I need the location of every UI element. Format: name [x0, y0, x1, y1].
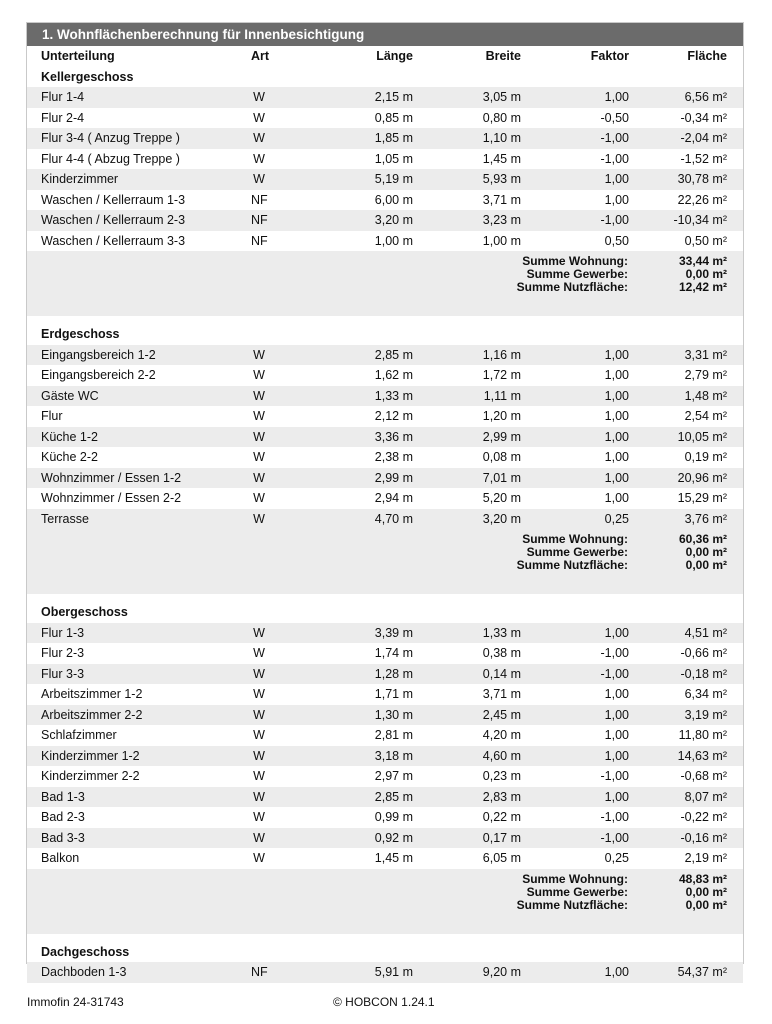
header-unterteilung: Unterteilung — [41, 49, 115, 63]
footer-copyright: © HOBCON 1.24.1 — [333, 995, 435, 1009]
cell-art: W — [253, 110, 265, 125]
cell-art: W — [253, 748, 265, 763]
cell-wid: 0,17 m — [482, 830, 521, 845]
cell-art: W — [253, 511, 265, 526]
section-spacer — [27, 934, 743, 942]
cell-name: Arbeitszimmer 1-2 — [41, 687, 143, 701]
cell-len: 2,38 m — [374, 450, 413, 464]
cell-name: Flur 3-4 ( Anzug Treppe ) — [41, 131, 180, 145]
cell-fac: -1,00 — [600, 131, 629, 145]
table-row — [27, 128, 743, 149]
cell-art: W — [253, 646, 265, 660]
table-row — [27, 848, 743, 869]
cell-len: 2,85 m — [374, 789, 413, 804]
cell-area: -0,68 m² — [680, 769, 727, 783]
cell-area: 15,29 m² — [677, 491, 727, 505]
cell-len: 3,20 m — [374, 213, 413, 227]
section-header — [27, 324, 743, 345]
header-breite: Breite — [485, 49, 521, 63]
cell-area: 6,34 m² — [684, 687, 727, 701]
cell-art: W — [253, 151, 265, 166]
section-summary — [27, 251, 743, 299]
cell-area: -10,34 m² — [673, 213, 727, 227]
table-row — [27, 345, 743, 366]
cell-wid: 1,10 m — [482, 131, 521, 145]
section-gap — [27, 917, 743, 934]
cell-fac: 1,00 — [604, 347, 629, 362]
cell-wid: 1,16 m — [482, 347, 521, 362]
cell-wid: 6,05 m — [482, 851, 521, 865]
cell-len: 2,15 m — [374, 90, 413, 104]
cell-name: Kinderzimmer 1-2 — [41, 748, 140, 763]
cell-len: 6,00 m — [374, 192, 413, 207]
cell-fac: 1,00 — [604, 429, 629, 444]
cell-name: Eingangsbereich 1-2 — [41, 347, 156, 362]
footer-document-id: Immofin 24-31743 — [27, 995, 124, 1009]
cell-name: Arbeitszimmer 2-2 — [41, 707, 143, 722]
cell-wid: 4,20 m — [482, 728, 521, 742]
section-header — [27, 67, 743, 88]
cell-fac: -1,00 — [600, 769, 629, 783]
section-title: Kellergeschoss — [41, 69, 134, 84]
cell-area: 22,26 m² — [677, 192, 727, 207]
cell-name: Küche 1-2 — [41, 429, 98, 444]
summary-label-wohnung: Summe Wohnung: — [522, 254, 628, 268]
cell-fac: 1,00 — [604, 409, 629, 423]
cell-wid: 0,23 m — [482, 769, 521, 783]
cell-len: 5,91 m — [374, 965, 413, 979]
cell-area: 20,96 m² — [677, 470, 727, 485]
cell-fac: 1,00 — [604, 192, 629, 207]
cell-area: 4,51 m² — [684, 625, 727, 640]
cell-art: W — [253, 851, 265, 865]
header-faktor: Faktor — [590, 49, 629, 63]
table-row — [27, 766, 743, 787]
cell-area: 54,37 m² — [677, 965, 727, 979]
cell-fac: 1,00 — [604, 625, 629, 640]
cell-art: W — [253, 789, 265, 804]
cell-len: 3,18 m — [374, 748, 413, 763]
cell-art: W — [253, 491, 265, 505]
sheet-title: 1. Wohnflächenberechnung für Innenbesichtigung — [27, 23, 743, 46]
cell-area: -1,52 m² — [680, 151, 727, 166]
table-row — [27, 643, 743, 664]
cell-area: 0,50 m² — [684, 233, 727, 248]
cell-fac: -1,00 — [600, 666, 629, 681]
cell-len: 1,45 m — [374, 851, 413, 865]
cell-name: Küche 2-2 — [41, 450, 98, 464]
cell-art: W — [253, 429, 265, 444]
cell-art: W — [253, 347, 265, 362]
area-table — [27, 46, 743, 983]
cell-name: Flur — [41, 409, 63, 423]
header-art: Art — [251, 49, 270, 63]
summary-value-nutz: 0,00 m² — [685, 558, 727, 572]
cell-fac: 1,00 — [604, 965, 629, 979]
cell-area: 30,78 m² — [677, 172, 727, 186]
cell-len: 1,05 m — [374, 151, 413, 166]
cell-wid: 1,33 m — [482, 625, 521, 640]
header-flaeche: Fläche — [687, 49, 727, 63]
table-row — [27, 365, 743, 386]
cell-wid: 2,83 m — [482, 789, 521, 804]
cell-name: Kinderzimmer — [41, 172, 119, 186]
cell-wid: 9,20 m — [482, 965, 521, 979]
summary-value-gewerbe: 0,00 m² — [685, 545, 727, 559]
cell-name: Flur 1-4 — [41, 90, 85, 104]
cell-len: 1,74 m — [374, 646, 413, 660]
cell-art: W — [253, 707, 265, 722]
cell-fac: 1,00 — [604, 450, 629, 464]
cell-area: 10,05 m² — [677, 429, 727, 444]
table-row — [27, 828, 743, 849]
cell-fac: -0,50 — [600, 110, 629, 125]
cell-wid: 7,01 m — [482, 470, 521, 485]
cell-fac: 1,00 — [604, 687, 629, 701]
cell-area: 14,63 m² — [677, 748, 727, 763]
cell-area: 0,19 m² — [684, 450, 727, 464]
cell-area: 1,48 m² — [684, 388, 727, 403]
table-row — [27, 684, 743, 705]
table-row — [27, 488, 743, 509]
cell-name: Balkon — [41, 851, 80, 865]
table-row — [27, 190, 743, 211]
cell-len: 1,85 m — [374, 131, 413, 145]
cell-area: -0,16 m² — [680, 830, 727, 845]
cell-art: W — [253, 368, 265, 382]
table-row — [27, 447, 743, 468]
cell-area: 3,31 m² — [684, 347, 727, 362]
table-row — [27, 231, 743, 252]
cell-area: -2,04 m² — [680, 131, 727, 145]
cell-area: 11,80 m² — [678, 728, 727, 742]
cell-name: Schlafzimmer — [41, 728, 117, 742]
cell-wid: 1,45 m — [482, 151, 521, 166]
cell-area: 8,07 m² — [684, 789, 727, 804]
section-title: Erdgeschoss — [41, 327, 120, 341]
cell-len: 0,85 m — [374, 110, 413, 125]
table-row — [27, 509, 743, 530]
cell-fac: 1,00 — [604, 728, 629, 742]
summary-value-nutz: 0,00 m² — [685, 897, 727, 912]
cell-area: 2,79 m² — [684, 368, 727, 382]
table-row — [27, 664, 743, 685]
cell-name: Waschen / Kellerraum 2-3 — [41, 213, 186, 227]
summary-label-nutz: Summe Nutzfläche: — [516, 897, 628, 912]
summary-label-wohnung: Summe Wohnung: — [522, 871, 628, 886]
section-spacer — [27, 316, 743, 324]
cell-art: NF — [251, 233, 268, 248]
cell-wid: 0,14 m — [482, 666, 521, 681]
cell-art: W — [253, 388, 265, 403]
cell-wid: 1,20 m — [482, 409, 521, 423]
cell-name: Bad 3-3 — [41, 830, 85, 845]
cell-name: Wohnzimmer / Essen 2-2 — [41, 491, 182, 505]
cell-fac: -1,00 — [600, 151, 629, 166]
cell-len: 1,00 m — [374, 233, 413, 248]
cell-len: 4,70 m — [374, 511, 413, 526]
cell-wid: 3,23 m — [482, 213, 521, 227]
cell-name: Waschen / Kellerraum 1-3 — [41, 192, 186, 207]
cell-len: 0,92 m — [374, 830, 413, 845]
cell-wid: 0,08 m — [482, 450, 521, 464]
cell-len: 5,19 m — [374, 172, 413, 186]
cell-art: W — [253, 769, 265, 783]
cell-len: 3,36 m — [374, 429, 413, 444]
cell-len: 1,30 m — [374, 707, 413, 722]
cell-fac: 1,00 — [604, 388, 629, 403]
section-title: Obergeschoss — [41, 605, 128, 619]
section-title: Dachgeschoss — [41, 944, 130, 959]
table-row — [27, 108, 743, 129]
summary-value-wohnung: 48,83 m² — [678, 871, 727, 886]
cell-wid: 3,05 m — [482, 90, 521, 104]
cell-wid: 2,99 m — [482, 429, 521, 444]
cell-name: Flur 2-3 — [41, 646, 85, 660]
cell-fac: 1,00 — [604, 491, 629, 505]
cell-len: 2,99 m — [374, 470, 413, 485]
summary-value-gewerbe: 0,00 m² — [685, 884, 727, 899]
cell-len: 2,81 m — [374, 728, 413, 742]
table-row — [27, 623, 743, 644]
cell-fac: 0,50 — [604, 233, 629, 248]
cell-name: Wohnzimmer / Essen 1-2 — [41, 470, 182, 485]
cell-fac: 1,00 — [604, 470, 629, 485]
cell-art: W — [253, 470, 265, 485]
table-row — [27, 427, 743, 448]
summary-label-nutz: Summe Nutzfläche: — [516, 280, 628, 294]
summary-label-nutz: Summe Nutzfläche: — [516, 558, 628, 572]
cell-name: Bad 2-3 — [41, 810, 85, 824]
cell-wid: 3,71 m — [482, 687, 521, 701]
cell-fac: 1,00 — [604, 707, 629, 722]
table-row — [27, 746, 743, 767]
cell-wid: 1,72 m — [482, 368, 521, 382]
table-row — [27, 705, 743, 726]
table-row — [27, 807, 743, 828]
table-row — [27, 468, 743, 489]
cell-art: W — [253, 666, 265, 681]
cell-area: -0,34 m² — [680, 110, 727, 125]
table-row — [27, 787, 743, 808]
cell-name: Eingangsbereich 2-2 — [41, 368, 156, 382]
summary-value-nutz: 12,42 m² — [678, 280, 727, 294]
table-row — [27, 386, 743, 407]
cell-area: 6,56 m² — [684, 90, 727, 104]
cell-art: W — [253, 830, 265, 845]
cell-fac: 0,25 — [604, 851, 629, 865]
calculation-sheet — [26, 22, 744, 979]
cell-art: W — [253, 625, 265, 640]
summary-label-gewerbe: Summe Gewerbe: — [526, 545, 628, 559]
cell-wid: 0,22 m — [482, 810, 521, 824]
table-row — [27, 87, 743, 108]
cell-name: Bad 1-3 — [41, 789, 85, 804]
table-row — [27, 962, 743, 983]
cell-fac: -1,00 — [600, 646, 629, 660]
table-row — [27, 149, 743, 170]
cell-art: W — [253, 728, 265, 742]
cell-art: NF — [251, 213, 268, 227]
cell-area: 2,19 m² — [684, 851, 727, 865]
cell-len: 2,97 m — [374, 769, 413, 783]
cell-wid: 4,60 m — [482, 748, 521, 763]
cell-art: NF — [251, 192, 268, 207]
cell-name: Gäste WC — [41, 388, 99, 403]
summary-label-gewerbe: Summe Gewerbe: — [526, 267, 628, 281]
cell-art: NF — [251, 965, 268, 979]
cell-wid: 2,45 m — [482, 707, 521, 722]
cell-area: -0,66 m² — [680, 646, 727, 660]
section-gap — [27, 577, 743, 594]
summary-value-wohnung: 33,44 m² — [678, 254, 727, 268]
cell-len: 3,39 m — [374, 625, 413, 640]
cell-name: Dachboden 1-3 — [41, 965, 127, 979]
table-header-row — [27, 46, 743, 67]
section-spacer — [27, 594, 743, 602]
cell-fac: 1,00 — [604, 90, 629, 104]
cell-fac: 1,00 — [604, 748, 629, 763]
cell-art: W — [253, 131, 265, 145]
cell-wid: 3,20 m — [482, 511, 521, 526]
cell-len: 1,33 m — [374, 388, 413, 403]
section-summary — [27, 529, 743, 577]
cell-name: Flur 1-3 — [41, 625, 85, 640]
table-row — [27, 406, 743, 427]
cell-fac: 1,00 — [604, 368, 629, 382]
cell-area: -0,18 m² — [680, 666, 727, 681]
cell-name: Kinderzimmer 2-2 — [41, 769, 140, 783]
section-header — [27, 942, 743, 963]
cell-art: W — [253, 810, 265, 824]
cell-area: 3,76 m² — [684, 511, 727, 526]
cell-len: 2,12 m — [374, 409, 413, 423]
cell-wid: 1,11 m — [483, 388, 521, 403]
cell-len: 2,94 m — [374, 491, 413, 505]
cell-name: Waschen / Kellerraum 3-3 — [41, 233, 186, 248]
table-row — [27, 725, 743, 746]
summary-label-wohnung: Summe Wohnung: — [522, 532, 628, 546]
summary-value-wohnung: 60,36 m² — [678, 532, 727, 546]
cell-area: -0,22 m² — [680, 810, 727, 824]
cell-len: 1,62 m — [374, 368, 413, 382]
cell-wid: 0,38 m — [482, 646, 521, 660]
table-row — [27, 210, 743, 231]
cell-len: 0,99 m — [374, 810, 413, 824]
cell-len: 1,71 m — [374, 687, 413, 701]
cell-area: 3,19 m² — [684, 707, 727, 722]
section-header — [27, 602, 743, 623]
cell-art: W — [253, 687, 265, 701]
cell-name: Terrasse — [41, 511, 89, 526]
header-laenge: Länge — [376, 49, 413, 63]
cell-art: W — [253, 409, 265, 423]
cell-len: 1,28 m — [374, 666, 413, 681]
cell-name: Flur 4-4 ( Abzug Treppe ) — [41, 151, 180, 166]
cell-fac: 0,25 — [604, 511, 629, 526]
cell-fac: -1,00 — [600, 810, 629, 824]
cell-name: Flur 3-3 — [41, 666, 85, 681]
cell-area: 2,54 m² — [684, 409, 727, 423]
cell-len: 2,85 m — [374, 347, 413, 362]
cell-fac: -1,00 — [600, 213, 629, 227]
table-row — [27, 169, 743, 190]
cell-wid: 5,93 m — [482, 172, 521, 186]
cell-wid: 5,20 m — [482, 491, 521, 505]
cell-wid: 3,71 m — [482, 192, 521, 207]
cell-fac: 1,00 — [604, 789, 629, 804]
cell-fac: 1,00 — [604, 172, 629, 186]
summary-label-gewerbe: Summe Gewerbe: — [526, 884, 628, 899]
section-summary — [27, 869, 743, 917]
cell-fac: -1,00 — [600, 830, 629, 845]
summary-value-gewerbe: 0,00 m² — [685, 267, 727, 281]
cell-art: W — [253, 172, 265, 186]
cell-name: Flur 2-4 — [41, 110, 85, 125]
section-gap — [27, 299, 743, 316]
cell-art: W — [253, 450, 265, 464]
cell-wid: 0,80 m — [482, 110, 521, 125]
cell-art: W — [253, 90, 265, 104]
cell-wid: 1,00 m — [482, 233, 521, 248]
